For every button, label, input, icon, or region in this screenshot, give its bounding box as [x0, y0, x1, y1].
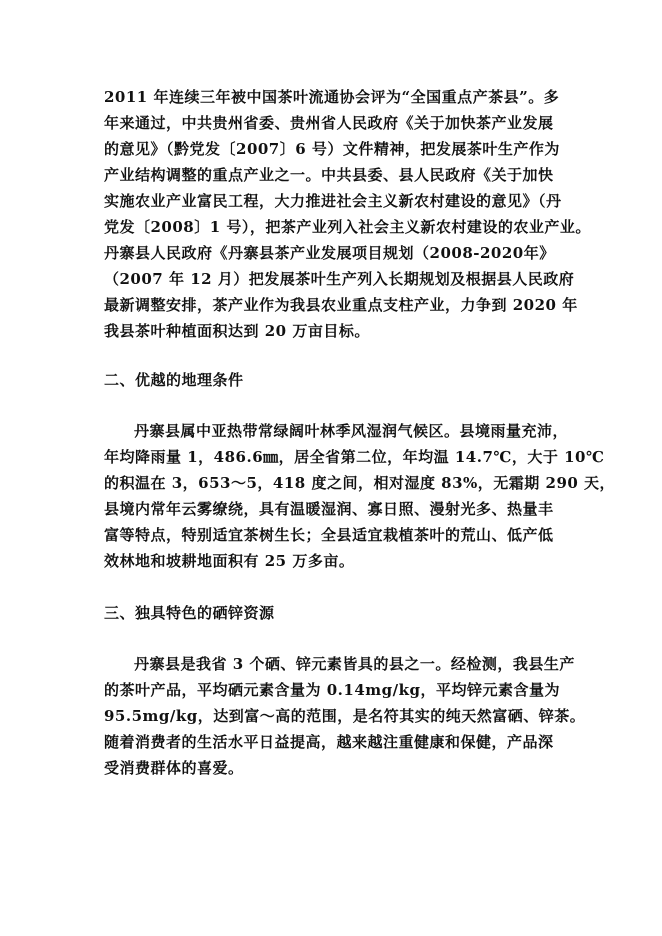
para1-line-3: 的意见》（黔党发〔2007〕6 号）文件精神，把发展茶叶生产作为 [104, 140, 560, 158]
para2-line-2: 年均降雨量 1，486.6㎜，居全省第二位，年均温 14.7℃，大于 10℃ [104, 448, 605, 466]
para1-line-8: （2007 年 12 月）把发展茶叶生产列入长期规划及根据县人民政府 [104, 270, 575, 288]
para1-line-6: 党发〔2008〕1 号），把茶产业列入社会主义新农村建设的农业产业。 [104, 218, 591, 236]
section-heading-geography: 二、优越的地理条件 [104, 371, 244, 389]
para2-line-3: 的积温在 3，653～5，418 度之间，相对湿度 83%，无霜期 290 天， [104, 474, 616, 492]
para3-line-3: 95.5mg/kg，达到富～高的范围，是名符其实的纯天然富硒、锌茶。 [104, 707, 586, 725]
para2-line-5: 富等特点，特别适宜茶树生长；全县适宜栽植茶叶的荒山、低产低 [104, 526, 554, 544]
para1-line-4: 产业结构调整的重点产业之一。中共县委、县人民政府《关于加快 [104, 166, 554, 184]
para2-line-6: 效林地和坡耕地面积有 25 万多亩。 [104, 552, 355, 570]
para2-line-4: 县境内常年云雾缭绕，具有温暖湿润、寡日照、漫射光多、热量丰 [104, 500, 554, 518]
para3-line-1: 丹寨县是我省 3 个硒、锌元素皆具的县之一。经检测，我县生产 [134, 655, 575, 673]
para1-line-5: 实施农业产业富民工程，大力推进社会主义新农村建设的意见》（丹 [104, 192, 562, 210]
para1-line-7: 丹寨县人民政府《丹寨县茶产业发展项目规划（2008-2020年》 [104, 244, 555, 262]
para3-line-5: 受消费群体的喜爱。 [104, 759, 244, 777]
para3-line-2: 的茶叶产品，平均硒元素含量为 0.14mg/kg，平均锌元素含量为 [104, 681, 560, 699]
para1-line-9: 最新调整安排，茶产业作为我县农业重点支柱产业，力争到 2020 年 [104, 296, 578, 314]
section-heading-selenium-zinc: 三、独具特色的硒锌资源 [104, 604, 275, 622]
para2-line-1: 丹寨县属中亚热带常绿阔叶林季风湿润气候区。县境雨量充沛， [134, 422, 569, 440]
para1-line-1: 2011 年连续三年被中国茶叶流通协会评为“全国重点产茶县”。多 [104, 88, 560, 106]
para3-line-4: 随着消费者的生活水平日益提高，越来越注重健康和保健，产品深 [104, 733, 554, 751]
para1-line-10: 我县茶叶种植面积达到 20 万亩目标。 [104, 322, 370, 340]
para1-line-2: 年来通过，中共贵州省委、贵州省人民政府《关于加快茶产业发展 [104, 114, 554, 132]
